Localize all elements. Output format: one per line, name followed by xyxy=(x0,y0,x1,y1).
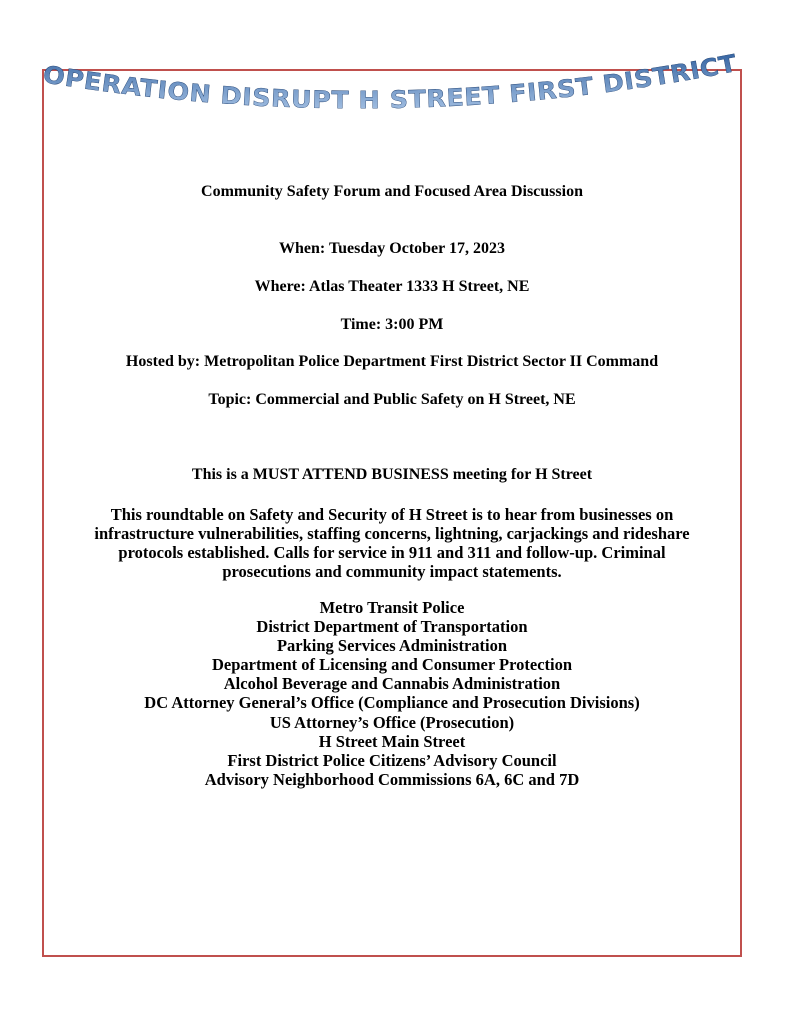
agency-item: District Department of Transportation xyxy=(256,617,528,637)
event-subtitle: Community Safety Forum and Focused Area Discussion xyxy=(201,183,583,200)
agency-item: DC Attorney General’s Office (Compliance and Prosecution Divisions) xyxy=(144,693,640,713)
agency-item: Metro Transit Police xyxy=(319,598,465,617)
agency-item: H Street Main Street xyxy=(318,731,466,751)
description-line: prosecutions and community impact statements. xyxy=(222,562,562,581)
agency-item: Parking Services Administration xyxy=(276,636,508,656)
banner-title-text: OPERATION DISRUPT H STREET FIRST DISTRICT xyxy=(41,49,739,115)
svg-text:OPERATION DISRUPT H STREET FIR xyxy=(41,49,739,114)
agency-item: US Attorney’s Office (Prosecution) xyxy=(269,712,515,732)
agency-item: First District Police Citizens’ Advisory Council xyxy=(227,750,557,770)
event-where: Where: Atlas Theater 1333 H Street, NE xyxy=(254,278,530,295)
must-attend-notice: This is a MUST ATTEND BUSINESS meeting for H Street xyxy=(191,466,593,483)
description-paragraph xyxy=(44,505,740,581)
agency-item: Advisory Neighborhood Commissions 6A, 6C and 7D xyxy=(204,769,580,789)
event-when: When: Tuesday October 17, 2023 xyxy=(279,240,505,257)
description-line: infrastructure vulnerabilities, staffing concerns, lightning, carjackings and rideshare xyxy=(94,524,690,543)
participating-agencies-list xyxy=(44,598,740,789)
agency-item: Alcohol Beverage and Cannabis Administration xyxy=(223,674,561,694)
event-time: Time: 3:00 PM xyxy=(340,316,444,333)
agency-item: Department of Licensing and Consumer Protection xyxy=(211,655,573,675)
description-line: This roundtable on Safety and Security of H Street is to hear from businesses on xyxy=(110,505,674,524)
event-hosted-by: Hosted by: Metropolitan Police Department First District Sector II Command xyxy=(125,353,659,370)
description-line: protocols established. Calls for service in 911 and 311 and follow-up. Criminal xyxy=(118,543,666,562)
banner-wordart-title xyxy=(30,40,760,140)
event-topic: Topic: Commercial and Public Safety on H Street, NE xyxy=(208,391,576,408)
